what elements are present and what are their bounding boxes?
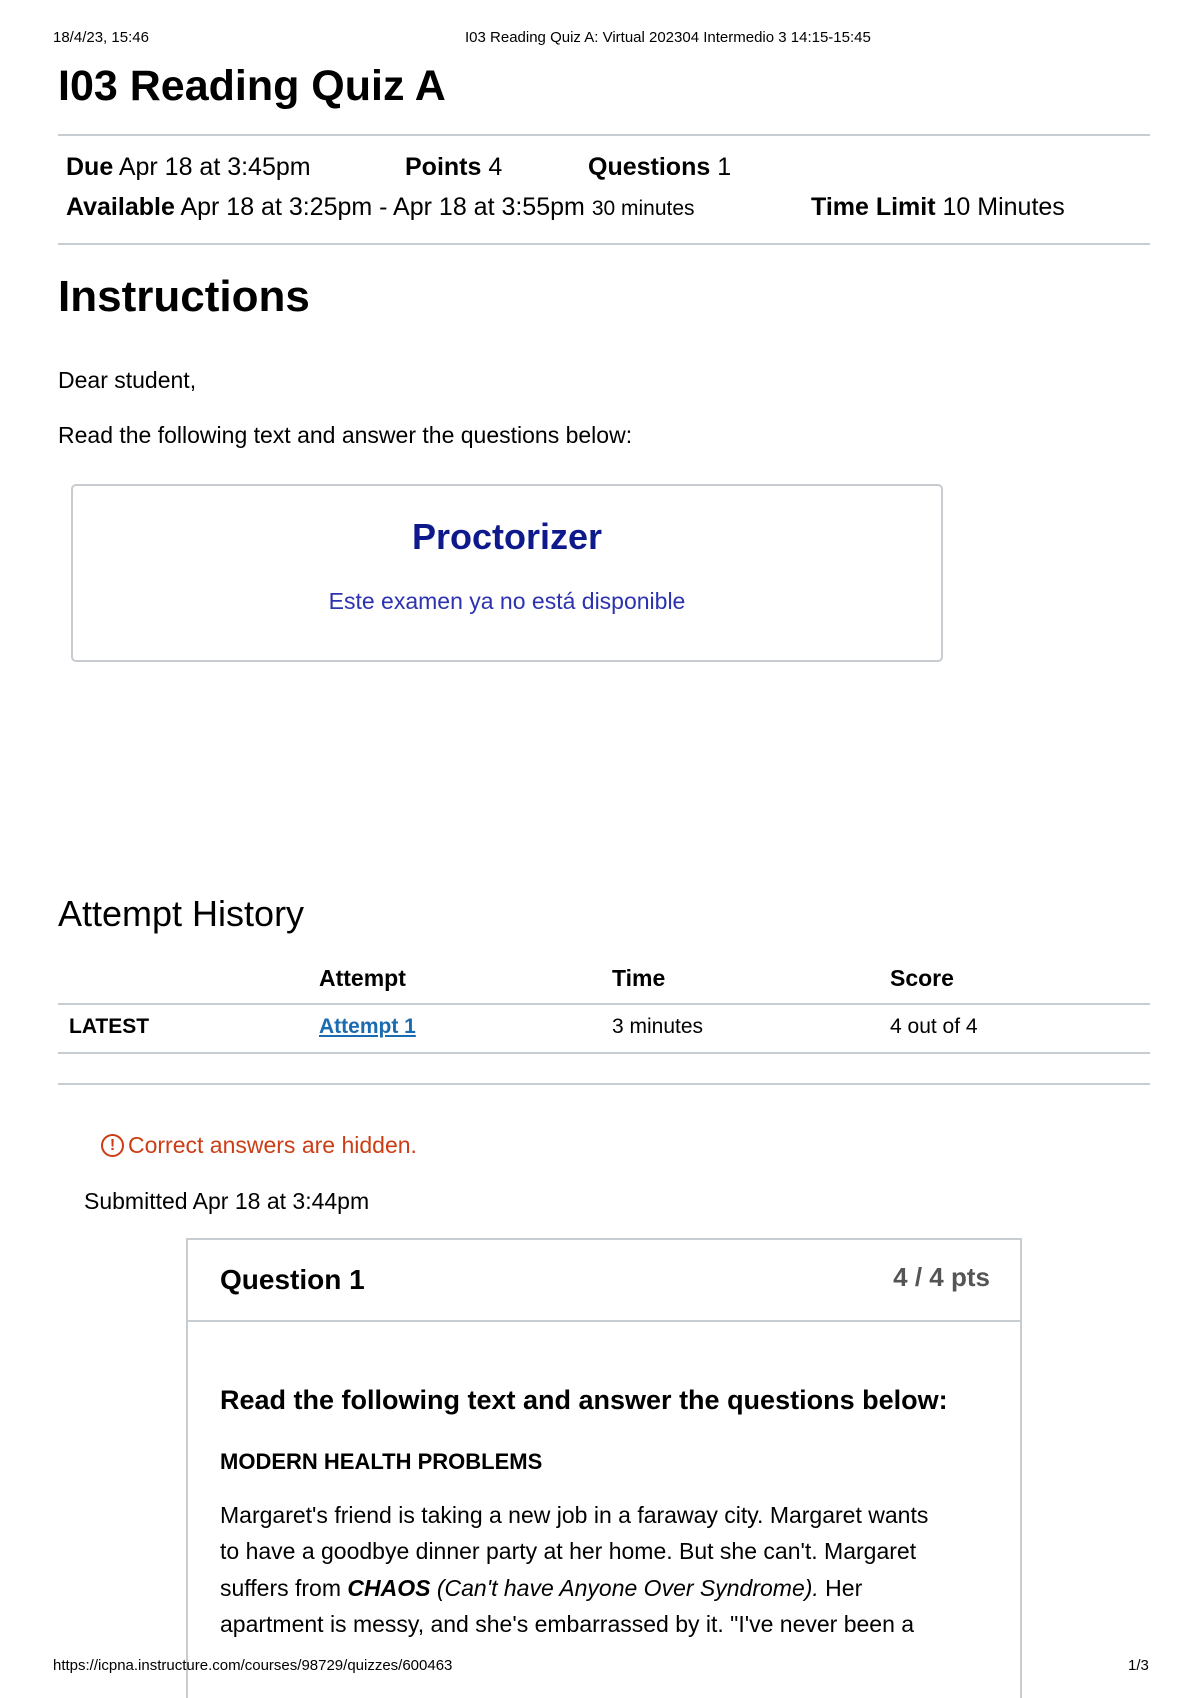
instructions-greeting: Dear student, xyxy=(58,367,197,393)
reading-line: apartment is messy, and she's embarrassed by it. "I've never been a xyxy=(220,1611,915,1637)
divider xyxy=(58,1083,1150,1085)
notice-text: Correct answers are hidden. xyxy=(128,1132,417,1158)
available-duration: 30 minutes xyxy=(591,197,695,220)
question-prompt: Read the following text and answer the questions below: xyxy=(220,1385,948,1415)
exclamation-circle-icon: ! xyxy=(101,1134,124,1157)
available-label: Available xyxy=(66,193,175,221)
reading-text: suffers from xyxy=(220,1575,341,1601)
reading-text: Her xyxy=(825,1575,863,1601)
print-datetime: 18/4/23, 15:46 xyxy=(53,29,149,46)
due-label: Due xyxy=(66,153,114,181)
question-title: Question 1 xyxy=(220,1264,365,1295)
reading-subtitle: MODERN HEALTH PROBLEMS xyxy=(220,1449,543,1474)
proctorizer-message: Este examen ya no está disponible xyxy=(328,588,686,614)
attempt-history-heading: Attempt History xyxy=(58,893,305,934)
questions-info xyxy=(588,153,731,182)
points-value: 4 xyxy=(488,153,503,181)
question-points: 4 / 4 pts xyxy=(893,1262,990,1292)
reading-line: Margaret's friend is taking a new job in a faraway city. Margaret wants xyxy=(220,1502,929,1528)
reading-emphasis: CHAOS xyxy=(347,1575,431,1601)
print-page-title: I03 Reading Quiz A: Virtual 202304 Intermedio 3 14:15-15:45 xyxy=(465,29,871,46)
question-card xyxy=(186,1238,1022,1698)
attempt-time: 3 minutes xyxy=(612,1015,704,1038)
print-url: https://icpna.instructure.com/courses/98729/quizzes/600463 xyxy=(53,1657,453,1674)
time-limit-info xyxy=(811,193,1065,222)
table-row-divider xyxy=(58,1052,1150,1054)
instructions-text: Read the following text and answer the questions below: xyxy=(58,422,633,448)
attempt-score: 4 out of 4 xyxy=(890,1015,978,1038)
points-info xyxy=(405,153,502,182)
table-header-divider xyxy=(58,1003,1150,1005)
divider xyxy=(58,243,1150,245)
divider xyxy=(58,134,1150,136)
reading-line: to have a goodbye dinner party at her home. But she can't. Margaret xyxy=(220,1538,917,1564)
points-label: Points xyxy=(405,153,482,181)
page-title: I03 Reading Quiz A xyxy=(58,62,446,110)
time-limit-label: Time Limit xyxy=(811,193,936,221)
reading-line xyxy=(220,1575,862,1602)
due-value: Apr 18 at 3:45pm xyxy=(118,153,311,181)
row-label-latest: LATEST xyxy=(69,1015,150,1038)
attempt-1-link[interactable]: Attempt 1 xyxy=(319,1015,416,1038)
print-page-number: 1/3 xyxy=(1128,1657,1149,1674)
question-header xyxy=(188,1240,1020,1322)
column-header-score: Score xyxy=(890,965,954,991)
submitted-timestamp: Submitted Apr 18 at 3:44pm xyxy=(84,1188,370,1214)
column-header-attempt: Attempt xyxy=(319,965,406,991)
instructions-heading: Instructions xyxy=(58,272,310,321)
available-info xyxy=(66,193,695,222)
questions-label: Questions xyxy=(588,153,711,181)
correct-answers-hidden-notice xyxy=(101,1132,417,1159)
proctorizer-panel xyxy=(71,484,943,662)
questions-value: 1 xyxy=(717,153,732,181)
reading-italic: (Can't have Anyone Over Syndrome). xyxy=(436,1575,819,1601)
proctorizer-title: Proctorizer xyxy=(411,516,603,557)
column-header-time: Time xyxy=(612,965,666,991)
due-info xyxy=(66,153,311,182)
time-limit-value: 10 Minutes xyxy=(942,193,1065,221)
available-value: Apr 18 at 3:25pm - Apr 18 at 3:55pm xyxy=(180,193,585,221)
